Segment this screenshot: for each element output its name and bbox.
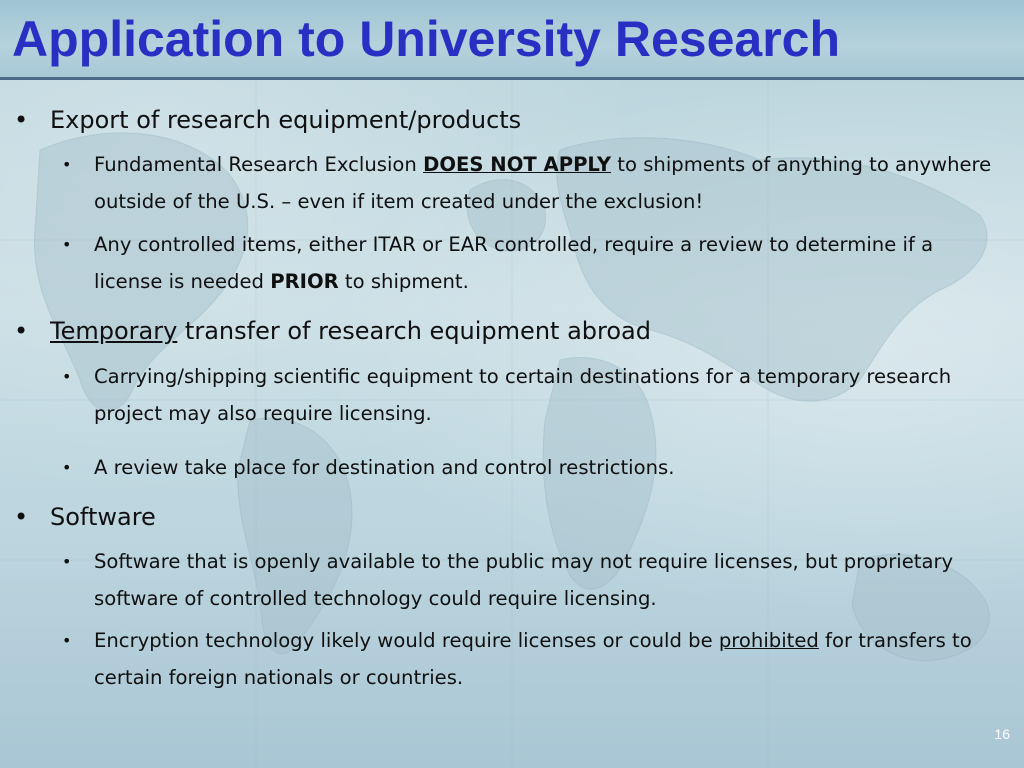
bullet-dot: • <box>62 367 72 386</box>
bullet-dot: • <box>62 552 72 571</box>
bullet-software <box>14 502 156 532</box>
sub-bullet-carrying-equipment <box>62 358 994 432</box>
sub-bullet-text-post: to shipment. <box>338 270 469 293</box>
bullet-dot: • <box>14 317 29 345</box>
bullet-dot: • <box>62 458 72 477</box>
bullet-dot: • <box>62 631 72 650</box>
bullet-text: Software <box>50 503 156 531</box>
bullet-dot: • <box>14 503 29 531</box>
sub-bullet-text: Software that is openly available to the public may not require licenses, but proprietary software of controlled technology could require licensing. <box>94 550 954 610</box>
sub-bullet-text-pre: Encryption technology likely would require licenses or could be <box>94 629 719 652</box>
bullet-export <box>14 105 522 135</box>
bullet-dot: • <box>62 155 72 174</box>
sub-bullet-fre <box>62 146 994 220</box>
bullet-text: Export of research equipment/products <box>50 106 522 134</box>
sub-bullet-review <box>62 449 994 486</box>
bullet-dot: • <box>62 235 72 254</box>
sub-bullet-controlled-items <box>62 226 994 300</box>
sub-bullet-text-post: for transfers to certain foreign nationals or countries. <box>94 629 972 689</box>
slide-title: Application to University Research <box>12 11 841 67</box>
bullet-temporary-transfer <box>14 316 651 346</box>
bullet-text: transfer of research equipment abroad <box>177 317 651 345</box>
sub-bullet-text-post: to shipments of anything to anywhere outside of the U.S. – even if item created under the exclusion! <box>94 153 992 213</box>
prohibited-underlined: prohibited <box>718 629 819 652</box>
sub-bullet-text: Carrying/shipping scientific equipment to certain destinations for a temporary research project may also require licensing. <box>94 365 952 425</box>
sub-bullet-text-pre: Any controlled items, either ITAR or EAR controlled, require a review to determine if a license is needed <box>94 233 934 293</box>
temporary-underlined: Temporary <box>50 317 178 345</box>
does-not-apply-emphasis: DOES NOT APPLY <box>423 153 612 176</box>
bullet-dot: • <box>14 106 29 134</box>
page-number: 16 <box>994 726 1010 742</box>
sub-bullet-text-pre: Fundamental Research Exclusion <box>94 153 424 176</box>
sub-bullet-text: A review take place for destination and control restrictions. <box>94 456 675 479</box>
sub-bullet-open-software <box>62 543 994 617</box>
prior-emphasis: PRIOR <box>270 270 339 293</box>
sub-bullet-encryption <box>62 622 994 696</box>
